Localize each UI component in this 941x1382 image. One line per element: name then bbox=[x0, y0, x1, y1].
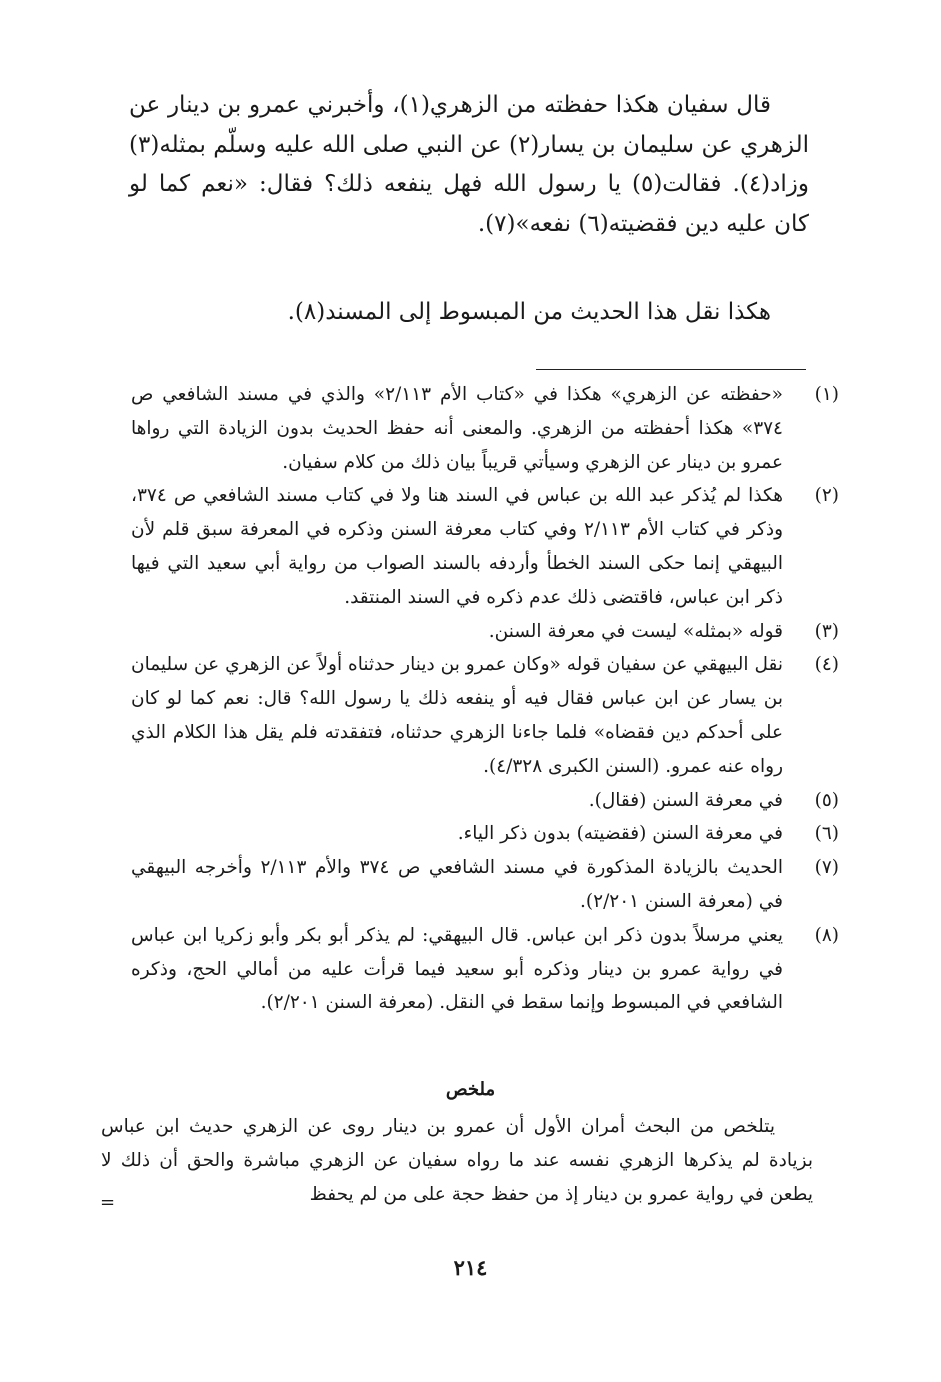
footnote-number: (١) bbox=[814, 384, 839, 405]
page-number: ٢١٤ bbox=[453, 1255, 488, 1280]
footnote-number: (٣) bbox=[814, 620, 839, 642]
footnote bbox=[131, 378, 839, 479]
main-text bbox=[129, 86, 809, 244]
continuation-mark: = bbox=[100, 1192, 116, 1213]
footnote bbox=[131, 919, 839, 1020]
footnote-separator bbox=[536, 369, 806, 370]
footnote-number: (٧) bbox=[814, 857, 839, 879]
footnote-text: «حفظته عن الزهري» هكذا في «كتاب الأم ٢/١١٣» والذي في مسند الشافعي ص ٣٧٤» هكذا أحفظته من الزهري. والمعنى أنه حفظ الحديث بدون الزيادة التي رواها عمرو بن دينار عن الزهري وسيأتي قريباً بيان ذلك من كلام سفيان. bbox=[131, 384, 783, 473]
footnote-text: هكذا لم يُذكر عبد الله بن عباس في السند هنا ولا في كتاب مسند الشافعي ص ٣٧٤، وذكر في كتاب الأم ٢/١١٣ وفي كتاب معرفة السنن وذكره في المعرفة سبق قلم لأن البيهقي إنما حكى السند الخطأ وأردفه بالسند الصواب من رواية أبي سعيد التي فيها ذكر ابن عباس، فاقتضى ذلك عدم ذكره في السند المنتقد. bbox=[131, 485, 783, 608]
footnote-number: (٢) bbox=[814, 485, 839, 507]
footnote-number: (٤) bbox=[814, 654, 839, 676]
main-paragraph: قال سفيان هكذا حفظته من الزهري(١)، وأخبرني عمرو بن دينار عن الزهري عن سليمان بن يسار(٢) عن النبي صلى الله عليه وسلّم بمثله(٣) وزاد(٤). فقالت(٥) يا رسول الله فهل ينفعه ذلك؟ فقال: «نعم كما لو كان عليه دين فقضيته(٦) نفعه»(٧). bbox=[129, 92, 809, 237]
footnote bbox=[131, 851, 839, 919]
summary-heading: ملخص bbox=[445, 1079, 496, 1100]
footnote bbox=[131, 784, 839, 818]
footnote-text: في معرفة السنن (فقضيته) بدون ذكر الياء. bbox=[457, 823, 783, 845]
footnote-text: قوله «بمثله» ليست في معرفة السنن. bbox=[488, 620, 783, 642]
footnote-number: (٦) bbox=[814, 823, 839, 845]
footnote-text: نقل البيهقي عن سفيان قوله «وكان عمرو بن دينار حدثناه أولاً عن الزهري عن سليمان بن يسار عن ابن عباس فقال فيه أو ينفعه ذلك يا رسول الله؟ قال: نعم كما لو كان على أحدكم دين فقضاه» فلما جاءنا الزهري حدثناه، فتفقدته فلم يقل هذا الكلام الذي رواه عنه عمرو. (السنن الكبرى ٤/٣٢٨). bbox=[131, 654, 783, 777]
footnote bbox=[131, 615, 839, 649]
summary-paragraph: يتلخص من البحث أمران الأول أن عمرو بن دينار روى عن الزهري حديث ابن عباس بزيادة لم يذكرها الزهري نفسه عند ما رواه سفيان عن الزهري مباشرة والحق أن ذلك لا يطعن في رواية عمرو بن دينار إذ من حفظ حجة على من لم يحفظ bbox=[101, 1116, 813, 1205]
footnote-number: (٨) bbox=[814, 924, 839, 946]
footnotes bbox=[131, 378, 839, 1020]
footnote-text: الحديث بالزيادة المذكورة في مسند الشافعي ص ٣٧٤ والأم ٢/١١٣ وأخرجه البيهقي في (معرفة السنن ٢/٢٠١). bbox=[131, 857, 783, 912]
footnote bbox=[131, 479, 839, 614]
footnote bbox=[131, 648, 839, 783]
footnote bbox=[131, 817, 839, 851]
footnote-number: (٥) bbox=[814, 789, 839, 811]
transmission-note: هكذا نقل هذا الحديث من المبسوط إلى المسند(٨). bbox=[287, 299, 771, 325]
summary-text bbox=[101, 1110, 813, 1212]
footnote-text: في معرفة السنن (فقال). bbox=[588, 789, 783, 811]
footnote-text: يعني مرسلاً بدون ذكر ابن عباس. قال البيهقي: لم يذكر أبو بكر وأبو زكريا ابن عباس في رواية عمرو بن دينار وذكره أبو سعيد فيما قرأت عليه من أمالي الحج، وذكره الشافعي في المبسوط وإنما سقط في النقل. (معرفة السنن ٢/٢٠١). bbox=[131, 924, 783, 1014]
